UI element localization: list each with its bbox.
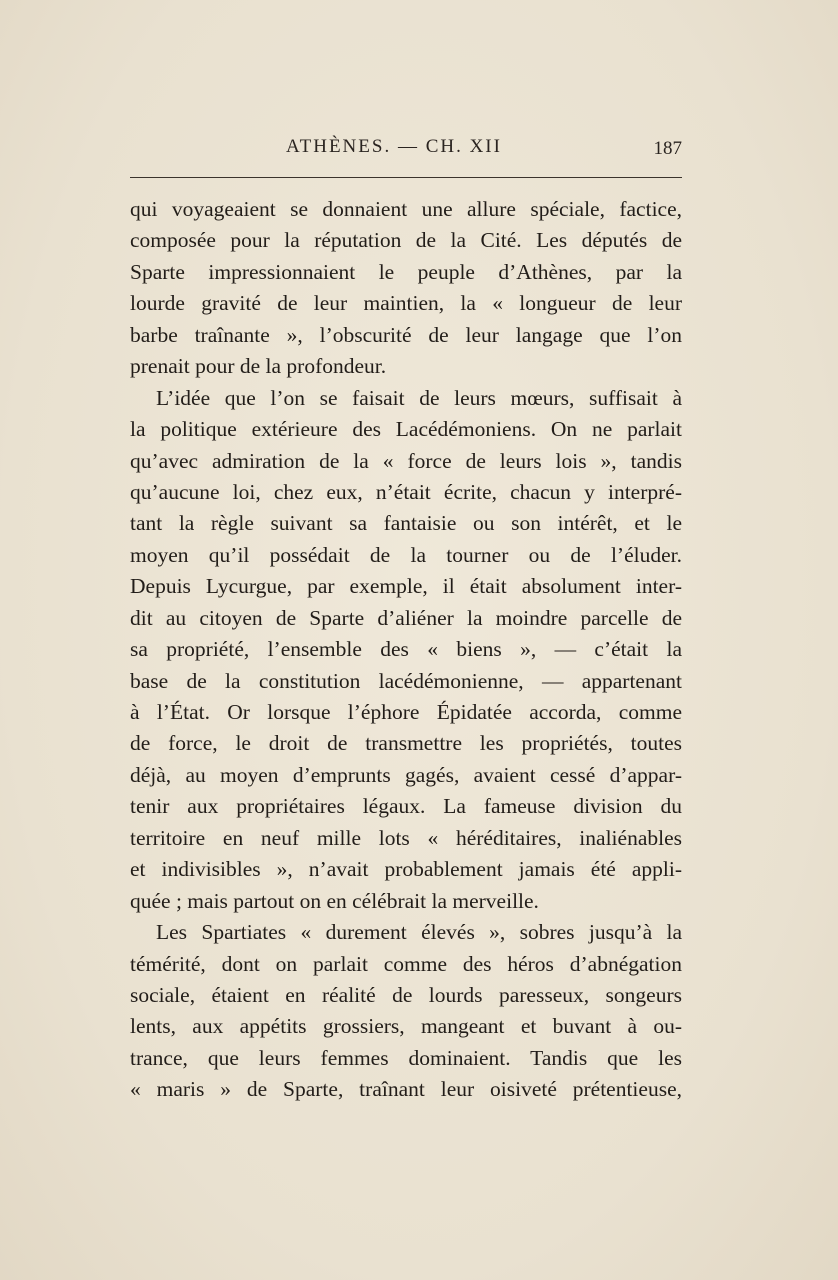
text-line: tenir aux propriétaires légaux. La fameuse division du <box>130 794 682 819</box>
text-line: et indivisibles », n’avait probablement jamais été appli- <box>130 857 682 882</box>
body-text <box>130 194 682 1106</box>
text-line: composée pour la réputation de la Cité. Les députés de <box>130 228 682 253</box>
text-line: qu’avec admiration de la « force de leurs lois », tandis <box>130 448 682 473</box>
text-line: déjà, au moyen d’emprunts gagés, avaient cessé d’appar- <box>130 762 682 787</box>
text-line: quée ; mais partout on en célébrait la merveille. <box>130 888 539 913</box>
text-line: base de la constitution lacédémonienne, — appartenant <box>130 668 682 693</box>
page-header <box>130 136 682 164</box>
text-line: barbe traînante », l’obscurité de leur langage que l’on <box>130 322 682 347</box>
text-line: sociale, étaient en réalité de lourds paresseux, songeurs <box>130 982 682 1007</box>
text-line: qu’aucune loi, chez eux, n’était écrite, chacun y interpré- <box>130 479 682 504</box>
text-line: Les Spartiates « durement élevés », sobres jusqu’à la <box>156 920 682 945</box>
text-line: territoire en neuf mille lots « héréditaires, inaliénables <box>130 825 682 850</box>
text-line: tant la règle suivant sa fantaisie ou son intérêt, et le <box>130 511 682 536</box>
running-title: ATHÈNES. — CH. XII <box>286 136 502 157</box>
paragraph <box>130 383 682 917</box>
text-line: qui voyageaient se donnaient une allure spéciale, factice, <box>130 197 682 221</box>
text-line: la politique extérieure des Lacédémoniens. On ne parlait <box>130 417 682 442</box>
text-line: témérité, dont on parlait comme des héros d’abnégation <box>130 951 682 976</box>
header-rule <box>130 177 682 178</box>
text-line: à l’État. Or lorsque l’éphore Épidatée accorda, comme <box>130 700 682 724</box>
text-line: de force, le droit de transmettre les propriétés, toutes <box>130 731 682 756</box>
text-line: Depuis Lycurgue, par exemple, il était absolument inter- <box>130 574 682 599</box>
paragraph <box>130 917 682 1106</box>
text-line: Sparte impressionnaient le peuple d’Athènes, par la <box>130 259 682 284</box>
text-line: lourde gravité de leur maintien, la « longueur de leur <box>130 291 682 316</box>
text-line: lents, aux appétits grossiers, mangeant et buvant à ou- <box>130 1014 682 1039</box>
text-line: dit au citoyen de Sparte d’aliéner la moindre parcelle de <box>130 605 682 630</box>
text-line: prenait pour de la profondeur. <box>130 354 387 379</box>
text-line: sa propriété, l’ensemble des « biens », — c’était la <box>130 637 682 662</box>
text-line: trance, que leurs femmes dominaient. Tandis que les <box>130 1045 682 1070</box>
text-line: « maris » de Sparte, traînant leur oisiveté prétentieuse, <box>130 1077 682 1102</box>
text-line: moyen qu’il possédait de la tourner ou de l’éluder. <box>130 542 682 567</box>
page-number: 187 <box>653 138 682 159</box>
text-line: L’idée que l’on se faisait de leurs mœurs, suffisait à <box>156 385 682 410</box>
paragraph <box>130 194 682 383</box>
